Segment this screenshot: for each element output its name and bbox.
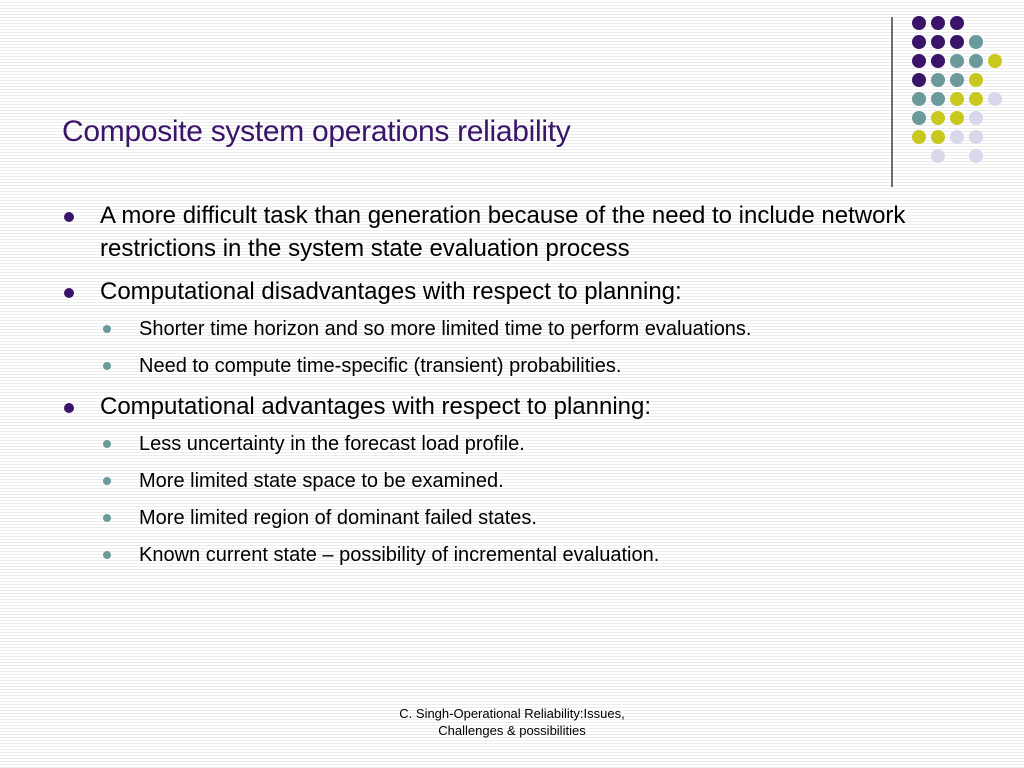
sub-bullet-item: Need to compute time-specific (transient) probabilities. (139, 355, 622, 377)
sub-bullet-item: More limited state space to be examined. (139, 470, 504, 492)
sub-bullet-item: Shorter time horizon and so more limited time to perform evaluations. (139, 318, 752, 340)
bullet-item: Computational advantages with respect to planning: (100, 393, 652, 420)
bullet-item: Computational disadvantages with respect to planning: (100, 278, 682, 305)
bullet-dot (64, 288, 74, 298)
slide-title: Composite system operations reliability (62, 115, 571, 148)
sub-bullet-dot (103, 440, 111, 448)
bullet-item: A more difficult task than generation because of the need to include network restrictions in the system state evaluation process (100, 202, 906, 262)
sub-bullet-dot (103, 477, 111, 485)
sub-bullet-dot (103, 514, 111, 522)
footer-line-2: Challenges & possibilities (438, 723, 586, 738)
sub-bullet-dot (103, 325, 111, 333)
bullet-dot (64, 403, 74, 413)
footer-line-1: C. Singh-Operational Reliability:Issues, (399, 706, 625, 721)
sub-bullet-item: Known current state – possibility of incremental evaluation. (139, 544, 660, 566)
slide-footer (362, 705, 662, 739)
sub-bullet-dot (103, 551, 111, 559)
sub-bullet-dot (103, 362, 111, 370)
bullet-dot (64, 212, 74, 222)
sub-bullet-item: More limited region of dominant failed states. (139, 507, 537, 529)
sub-bullet-item: Less uncertainty in the forecast load profile. (139, 433, 525, 455)
